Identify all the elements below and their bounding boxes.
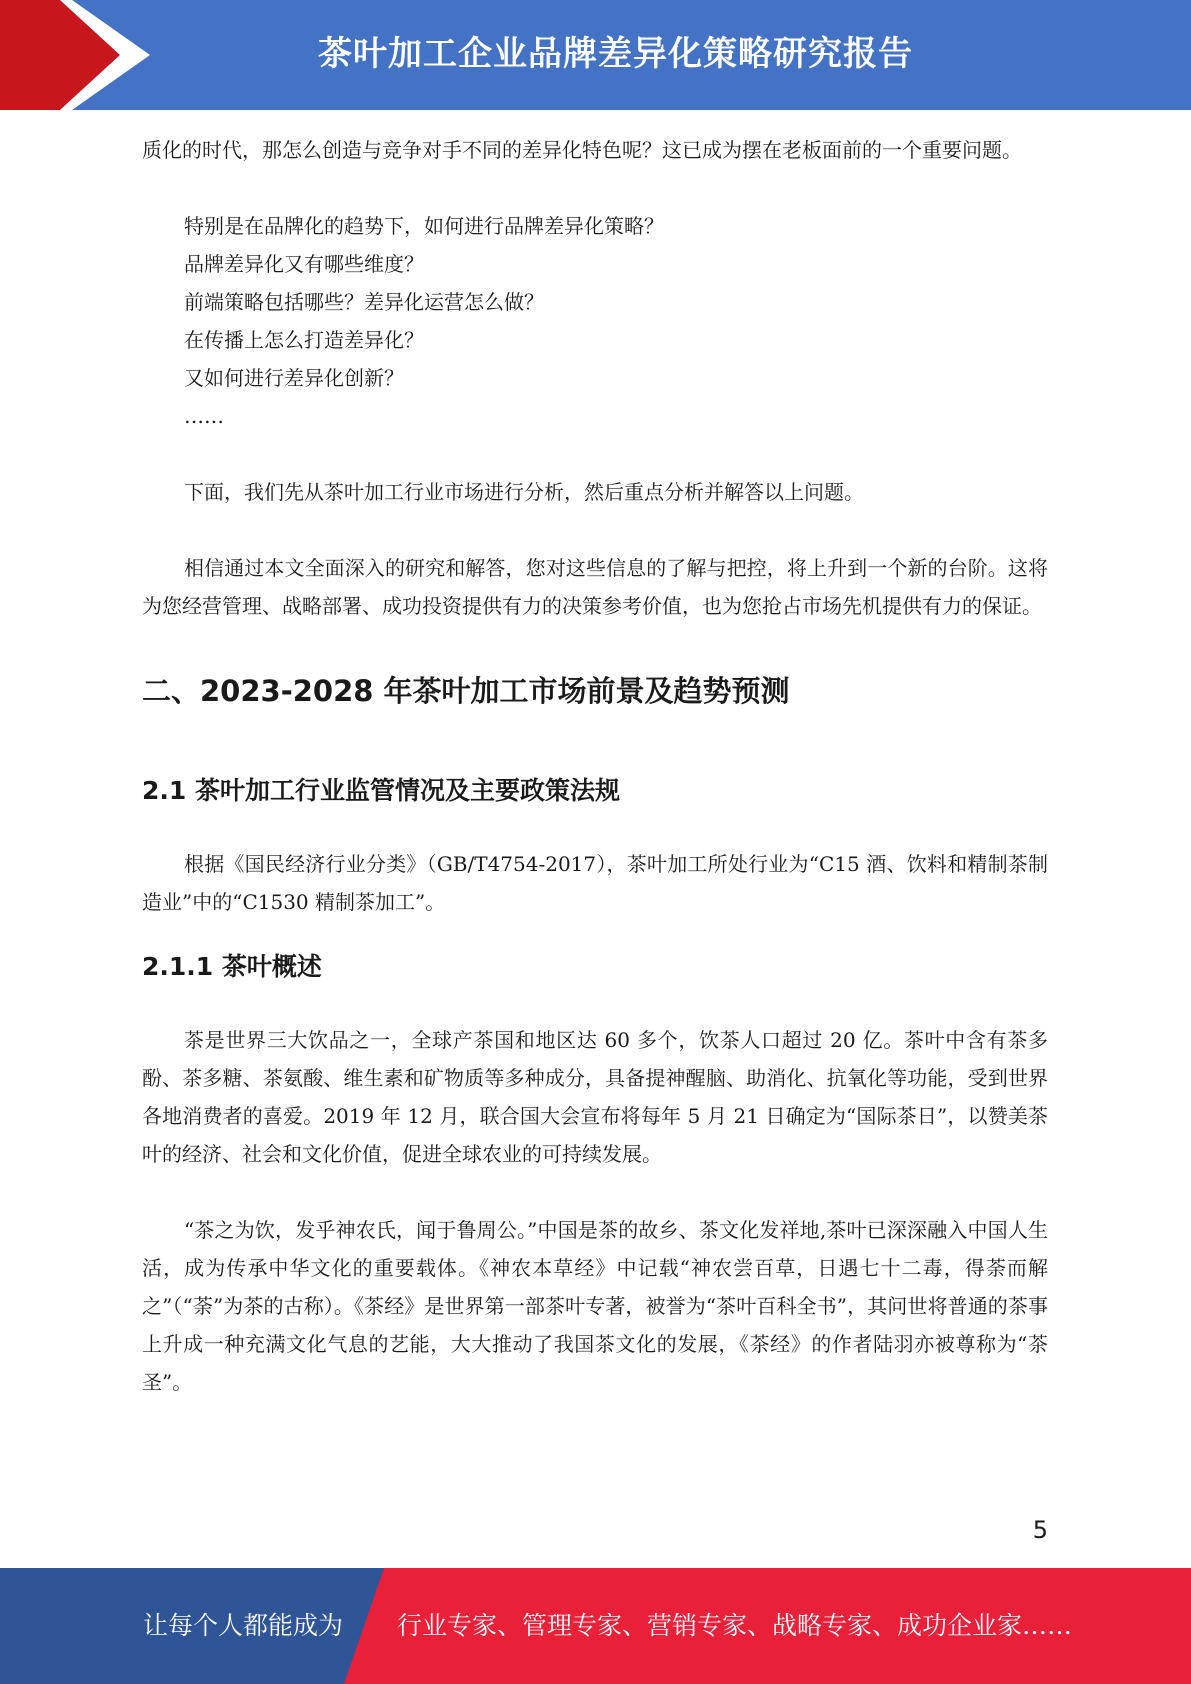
section-heading-2-1-1: 2.1.1 茶叶概述 xyxy=(142,952,322,981)
document-body xyxy=(142,131,1048,1401)
header-chevron-graphic xyxy=(0,0,160,110)
question-item: 在传播上怎么打造差异化？ xyxy=(184,328,424,352)
paragraph-next-steps: 下面，我们先从茶叶加工行业市场进行分析，然后重点分析并解答以上问题。 xyxy=(184,480,864,504)
question-ellipsis: …… xyxy=(184,404,224,428)
section-heading-2: 二、2023-2028 年茶叶加工市场前景及趋势预测 xyxy=(142,674,790,708)
page-number: 5 xyxy=(1032,1516,1048,1544)
question-item: 又如何进行差异化创新？ xyxy=(184,366,404,390)
paragraph-tea-culture: “茶之为饮，发乎神农氏，闻于鲁周公。”中国是茶的故乡、茶文化发祥地,茶叶已深深融入中国人生活，成为传承中华文化的重要载体。《神农本草经》中记载“神农尝百草，日遇七十二毒，得荼而解之”（“荼”为茶的古称）。《茶经》是世界第一部茶叶专著，被誉为“茶叶百科全书”，其问世将普通的茶事上升成一种充满文化气息的艺能，大大推动了我国茶文化的发展，《茶经》的作者陆羽亦被尊称为“茶圣”。 xyxy=(142,1218,1048,1394)
page-header xyxy=(0,0,1191,110)
footer-slogan-left: 让每个人都能成为 xyxy=(143,1611,344,1640)
footer-slogan-right: 行业专家、管理专家、营销专家、战略专家、成功企业家…… xyxy=(397,1611,1073,1640)
section-heading-2-1: 2.1 茶叶加工行业监管情况及主要政策法规 xyxy=(142,776,620,805)
paragraph-value: 相信通过本文全面深入的研究和解答，您对这些信息的了解与把控，将上升到一个新的台阶。这将为您经营管理、战略部署、成功投资提供有力的决策参考价值，也为您抢占市场先机提供有力的保证。 xyxy=(142,556,1048,618)
question-item: 特别是在品牌化的趋势下，如何进行品牌差异化策略？ xyxy=(184,214,664,238)
intro-paragraph-tail: 质化的时代，那怎么创造与竞争对手不同的差异化特色呢？这已成为摆在老板面前的一个重要问题。 xyxy=(142,138,1022,162)
question-item: 前端策略包括哪些？差异化运营怎么做？ xyxy=(184,290,544,314)
paragraph-tea-overview: 茶是世界三大饮品之一，全球产茶国和地区达 60 多个，饮茶人口超过 20 亿。茶叶中含有茶多酚、茶多糖、茶氨酸、维生素和矿物质等多种成分，具备提神醒脑、助消化、抗氧化等功能，受到世界各地消费者的喜爱。2019 年 12 月，联合国大会宣布将每年 5 月 21 日确定为“国际茶日”，以赞美茶叶的经济、社会和文化价值，促进全球农业的可持续发展。 xyxy=(142,1028,1048,1166)
paragraph-industry-classification: 根据《国民经济行业分类》（GB/T4754-2017），茶叶加工所处行业为“C15 酒、饮料和精制茶制造业”中的“C1530 精制茶加工”。 xyxy=(142,852,1048,914)
report-title: 茶叶加工企业品牌差异化策略研究报告 xyxy=(318,34,913,74)
question-item: 品牌差异化又有哪些维度？ xyxy=(184,252,424,276)
question-list xyxy=(142,207,1048,435)
page-footer xyxy=(0,1568,1191,1684)
